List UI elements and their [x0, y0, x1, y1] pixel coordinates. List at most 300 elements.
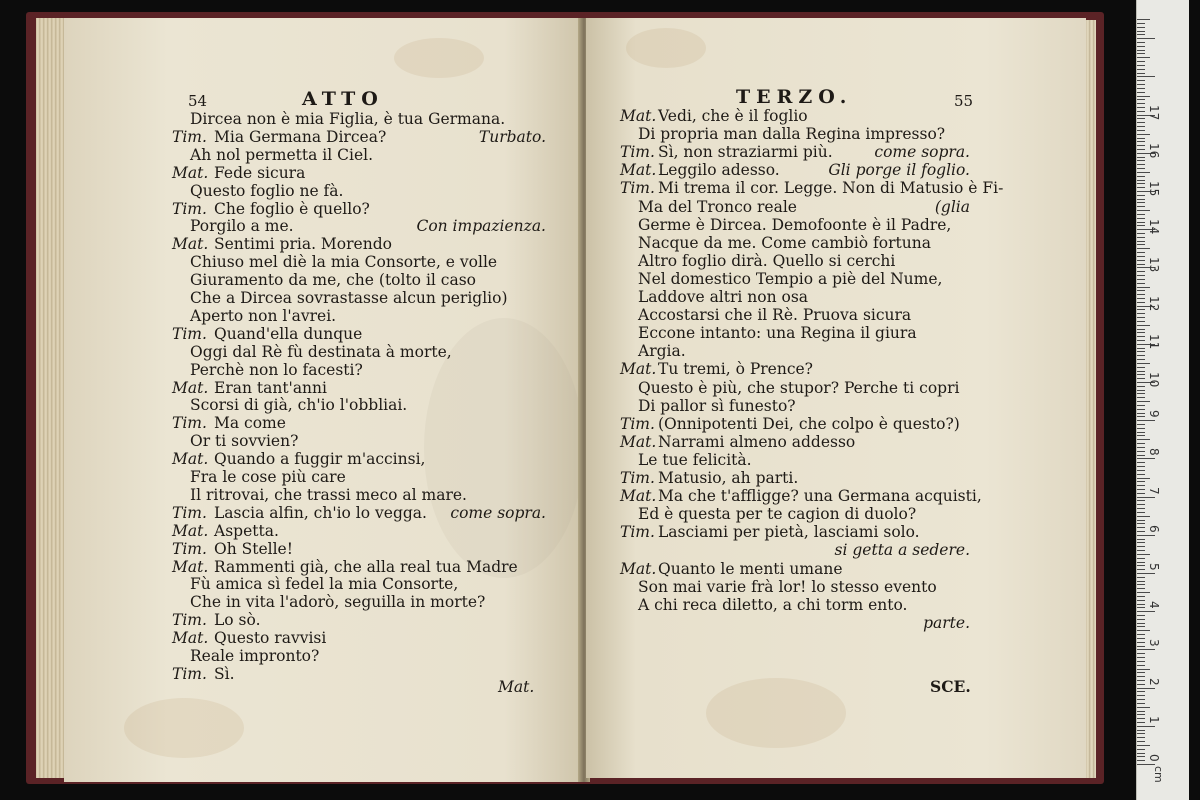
ruler-tick — [1137, 118, 1145, 119]
ruler-tick — [1137, 134, 1150, 135]
ruler-tick — [1137, 145, 1145, 146]
ruler-tick — [1137, 638, 1145, 639]
ruler-tick — [1137, 497, 1155, 498]
right-text-line: Lasciami per pietà, lasciami solo. — [658, 523, 920, 542]
ruler-tick — [1137, 340, 1145, 341]
ruler-tick — [1137, 76, 1155, 77]
ruler-tick — [1137, 646, 1145, 647]
ruler-tick — [1137, 600, 1145, 601]
right-text-line: Nacque da me. Come cambiò fortuna — [638, 233, 931, 252]
right-catchword: SCE. — [930, 677, 971, 696]
ruler-tick — [1137, 183, 1145, 184]
ruler-number: 9 — [1147, 410, 1161, 418]
ruler-tick — [1137, 623, 1145, 624]
left-running-head: ATTO — [302, 88, 384, 110]
right-text-line: Matusio, ah parti. — [658, 469, 799, 487]
speaker-label: Tim. — [172, 127, 207, 146]
ruler-tick — [1137, 206, 1145, 207]
ruler-tick — [1137, 141, 1145, 142]
ruler-tick — [1137, 287, 1150, 288]
left-text-line: Dircea non è mia Figlia, è tua Germana. — [190, 110, 506, 128]
ruler-tick — [1137, 244, 1145, 245]
ruler-tick — [1137, 714, 1145, 715]
ruler-number: 10 — [1147, 372, 1161, 388]
ruler-tick — [1137, 665, 1145, 666]
left-text-line: Porgilo a me. — [190, 217, 294, 236]
ruler-tick — [1137, 428, 1145, 429]
ruler-tick — [1137, 569, 1145, 570]
ruler-tick — [1137, 447, 1145, 448]
ruler-tick — [1137, 649, 1155, 650]
speaker-label: Mat. — [620, 559, 657, 578]
ruler-tick — [1137, 661, 1145, 662]
ruler-tick — [1137, 294, 1145, 295]
ruler-tick — [1137, 19, 1150, 20]
ruler-tick — [1137, 409, 1145, 410]
ruler-tick — [1137, 317, 1145, 318]
ruler-number: 13 — [1147, 257, 1161, 273]
ruler-tick — [1137, 730, 1145, 731]
speaker-label: Mat. — [620, 161, 657, 180]
ruler-tick — [1137, 290, 1145, 291]
left-text-line: Rammenti già, che alla real tua Madre — [214, 557, 518, 576]
ruler-tick — [1137, 481, 1145, 482]
stage-direction: parte. — [923, 613, 970, 632]
ruler-tick — [1137, 256, 1145, 257]
ruler-tick — [1137, 669, 1150, 670]
ruler-tick — [1137, 390, 1145, 391]
ruler-tick — [1137, 371, 1145, 372]
right-text-line: Eccone intanto: una Regina il giura — [638, 324, 917, 343]
left-text-line: Quando a fuggir m'accinsi, — [214, 450, 426, 469]
ruler-tick — [1137, 96, 1150, 97]
ruler-tick — [1137, 248, 1150, 249]
stage-direction: Con impazienza. — [416, 217, 546, 236]
ruler-tick — [1137, 653, 1145, 654]
right-text-line: Argia. — [638, 342, 686, 361]
ruler-tick — [1137, 711, 1145, 712]
left-catchword: Mat. — [498, 678, 535, 696]
ruler-tick — [1137, 57, 1150, 58]
ruler-tick — [1137, 351, 1145, 352]
ruler-number: 6 — [1147, 524, 1161, 533]
ruler-tick — [1137, 581, 1145, 582]
ruler-tick — [1137, 542, 1145, 543]
ruler-tick — [1137, 516, 1150, 517]
left-page — [64, 18, 582, 782]
ruler-tick — [1137, 523, 1145, 524]
ruler-tick — [1137, 500, 1145, 501]
right-text-line: Di pallor sì funesto? — [638, 396, 796, 415]
ruler-tick — [1137, 187, 1145, 188]
ruler-tick — [1137, 401, 1150, 402]
stage-direction: come sopra. — [874, 143, 970, 162]
ruler-tick — [1137, 619, 1145, 620]
ruler-tick — [1137, 103, 1145, 104]
ruler-tick — [1137, 611, 1155, 612]
ruler-number: 3 — [1147, 639, 1161, 648]
ruler-number: 0 — [1147, 754, 1161, 762]
left-text-line: Chiuso mel diè la mia Consorte, e volle — [190, 253, 498, 272]
ruler-tick — [1137, 478, 1150, 479]
right-text-line: Accostarsi che il Rè. Pruova sicura — [638, 306, 912, 325]
right-text-line: Mi trema il cor. Legge. Non di Matusio è Fi- — [658, 179, 1004, 198]
right-text-line: Sì, non straziarmi più. — [658, 143, 833, 162]
ruler-tick — [1137, 726, 1155, 727]
left-text-line: Ah nol permetta il Ciel. — [190, 145, 374, 164]
ruler-tick — [1137, 413, 1145, 414]
ruler-tick — [1137, 222, 1145, 223]
ruler-tick — [1137, 749, 1145, 750]
ruler-tick — [1137, 42, 1145, 43]
ruler-tick — [1137, 241, 1145, 242]
ruler-number: 16 — [1147, 142, 1161, 159]
ruler-tick — [1137, 435, 1145, 436]
speaker-label: Tim. — [620, 523, 655, 542]
right-text-line: Narrami almeno addesso — [658, 432, 856, 451]
ruler-tick — [1137, 508, 1145, 509]
ruler-tick — [1137, 558, 1145, 559]
stage-direction: Turbato. — [478, 127, 546, 146]
right-text-line: Quanto le menti umane — [658, 559, 843, 578]
left-text-line: Questo foglio ne fà. — [190, 181, 344, 200]
ruler-tick — [1137, 684, 1145, 685]
ruler-tick — [1137, 470, 1145, 471]
ruler-tick — [1137, 420, 1155, 421]
ruler-tick — [1137, 550, 1145, 551]
ruler-tick — [1137, 539, 1145, 540]
ruler-tick — [1137, 753, 1145, 754]
ruler-tick — [1137, 160, 1145, 161]
stage-direction: come sopra. — [450, 503, 546, 522]
ruler-tick — [1137, 149, 1145, 150]
ruler-tick — [1137, 359, 1145, 360]
left-text-line: Sì. — [214, 664, 235, 683]
ruler-tick — [1137, 38, 1155, 39]
ruler-tick — [1137, 474, 1145, 475]
ruler-tick — [1137, 546, 1145, 547]
ruler-tick — [1137, 138, 1145, 139]
ruler-tick — [1137, 699, 1145, 700]
ruler-tick — [1137, 31, 1145, 32]
ruler-tick — [1137, 455, 1145, 456]
ruler-tick — [1137, 527, 1145, 528]
measuring-ruler — [1136, 0, 1189, 800]
ruler-number: 17 — [1147, 104, 1161, 120]
ruler-number: 2 — [1147, 677, 1161, 686]
ruler-tick — [1137, 756, 1145, 757]
ruler-number: 7 — [1147, 486, 1161, 495]
ruler-tick — [1137, 443, 1145, 444]
ruler-tick — [1137, 722, 1145, 723]
left-text-line: Lascia alfin, ch'io lo vegga. — [214, 503, 427, 522]
ruler-tick — [1137, 176, 1145, 177]
ruler-tick — [1137, 92, 1145, 93]
ruler-tick — [1137, 260, 1145, 261]
left-text-line: Il ritrovai, che trassi meco al mare. — [190, 485, 467, 504]
right-text-line: A chi reca diletto, a chi torm ento. — [638, 595, 908, 614]
speaker-label: Tim. — [172, 199, 207, 218]
ruler-tick — [1137, 309, 1145, 310]
speaker-label: Mat. — [172, 235, 209, 254]
ruler-tick — [1137, 451, 1145, 452]
ruler-tick — [1137, 573, 1155, 574]
left-text-line: Giuramento da me, che (tolto il caso — [190, 271, 476, 290]
ruler-tick — [1137, 485, 1145, 486]
ruler-tick — [1137, 691, 1145, 692]
ruler-tick — [1137, 199, 1145, 200]
ruler-tick — [1137, 672, 1145, 673]
ruler-tick — [1137, 703, 1145, 704]
right-text-line: Tu tremi, ò Prence? — [658, 360, 813, 379]
ruler-tick — [1137, 737, 1145, 738]
ruler-number: 15 — [1147, 181, 1161, 197]
ruler-tick — [1137, 707, 1150, 708]
speaker-label: Mat. — [620, 432, 657, 451]
ruler-tick — [1137, 688, 1155, 689]
left-text-line: Sentimi pria. Morendo — [214, 235, 392, 254]
ruler-tick — [1137, 69, 1145, 70]
right-text-line: (Onnipotenti Dei, che colpo è questo?) — [658, 414, 960, 433]
stage-direction: (glia — [934, 197, 970, 216]
left-text-line: Or ti sovvien? — [190, 432, 299, 451]
ruler-number: 5 — [1147, 563, 1161, 571]
speaker-label: Tim. — [620, 179, 655, 198]
ruler-tick — [1137, 607, 1145, 608]
right-text-line: Nel domestico Tempio a piè del Nume, — [638, 269, 943, 288]
ruler-tick — [1137, 458, 1155, 459]
left-text-line: Reale impronto? — [190, 647, 320, 665]
ruler-tick — [1137, 321, 1145, 322]
ruler-tick — [1137, 565, 1145, 566]
ruler-tick — [1137, 210, 1150, 211]
speaker-label: Tim. — [620, 414, 655, 433]
ruler-tick — [1137, 741, 1145, 742]
ruler-tick — [1137, 168, 1145, 169]
ruler-tick — [1137, 432, 1145, 433]
ruler-tick — [1137, 355, 1145, 356]
stage-direction: Gli porge il foglio. — [828, 161, 970, 180]
speaker-label: Mat. — [620, 107, 657, 125]
ruler-tick — [1137, 657, 1145, 658]
left-text-line: Lo sò. — [214, 611, 261, 630]
ruler-tick — [1137, 23, 1145, 24]
ruler-tick — [1137, 325, 1150, 326]
ruler-tick — [1137, 157, 1145, 158]
ruler-tick — [1137, 252, 1145, 253]
speaker-label: Mat. — [620, 360, 657, 379]
left-text-line: Oh Stelle! — [214, 539, 293, 558]
right-text-line: Vedi, che è il foglio — [658, 107, 808, 125]
ruler-tick — [1137, 130, 1145, 131]
ruler-tick — [1137, 374, 1145, 375]
left-text-line: Perchè non lo facesti? — [190, 360, 363, 379]
ruler-tick — [1137, 202, 1145, 203]
ruler-tick — [1137, 237, 1145, 238]
speaker-label: Mat. — [172, 557, 209, 576]
left-text-line: Che in vita l'adorò, seguilla in morte? — [190, 593, 486, 612]
ruler-tick — [1137, 615, 1145, 616]
speaker-label: Mat. — [172, 629, 209, 648]
ruler-unit-label: cm — [1152, 766, 1165, 783]
stage-direction: si getta a sedere. — [834, 541, 970, 560]
ruler-tick — [1137, 88, 1145, 89]
right-text-line: Leggilo adesso. — [658, 161, 780, 180]
ruler-tick — [1137, 363, 1150, 364]
ruler-tick — [1137, 642, 1145, 643]
left-text-line: Scorsi di già, ch'io l'obbliai. — [190, 396, 408, 415]
ruler-tick — [1137, 424, 1145, 425]
ruler-tick — [1137, 386, 1145, 387]
ruler-tick — [1137, 53, 1145, 54]
ruler-tick — [1137, 233, 1145, 234]
ruler-tick — [1137, 99, 1145, 100]
right-text-line: Ma del Tronco reale — [638, 197, 797, 216]
ruler-tick — [1137, 329, 1145, 330]
left-text-line: Ma come — [214, 414, 286, 433]
ruler-tick — [1137, 214, 1145, 215]
ruler-tick — [1137, 634, 1145, 635]
speaker-label: Mat. — [172, 163, 209, 182]
ruler-tick — [1137, 283, 1145, 284]
speaker-label: Mat. — [620, 487, 657, 506]
ruler-tick — [1137, 65, 1145, 66]
ruler-tick — [1137, 512, 1145, 513]
ruler-tick — [1137, 195, 1145, 196]
ruler-number: 4 — [1147, 601, 1161, 609]
ruler-number: 8 — [1147, 448, 1161, 457]
ruler-tick — [1137, 73, 1145, 74]
ruler-tick — [1137, 180, 1145, 181]
right-text-line: Questo è più, che stupor? Perche ti copri — [638, 378, 960, 397]
ruler-tick — [1137, 348, 1145, 349]
ruler-tick — [1137, 531, 1145, 532]
left-text-line: Fra le cose più care — [190, 468, 346, 486]
ruler-number: 1 — [1147, 715, 1161, 724]
left-text-line: Che a Dircea sovrastasse alcun periglio) — [190, 289, 508, 307]
right-page-number: 55 — [954, 92, 974, 110]
speaker-label: Tim. — [620, 143, 655, 162]
ruler-tick — [1137, 577, 1145, 578]
right-text-line: Di propria man dalla Regina impresso? — [638, 125, 946, 144]
right-page — [586, 18, 1086, 778]
speaker-label: Tim. — [172, 611, 207, 630]
ruler-tick — [1137, 80, 1145, 81]
ruler-tick — [1137, 279, 1145, 280]
ruler-tick — [1137, 439, 1150, 440]
ruler-tick — [1137, 405, 1145, 406]
ruler-tick — [1137, 84, 1145, 85]
ruler-tick — [1137, 61, 1145, 62]
left-text-line: Che foglio è quello? — [214, 199, 370, 218]
ruler-tick — [1137, 493, 1145, 494]
ruler-tick — [1137, 164, 1145, 165]
ruler-tick — [1137, 218, 1145, 219]
ruler-tick — [1137, 489, 1145, 490]
ruler-tick — [1137, 271, 1145, 272]
speaker-label: Tim. — [172, 414, 207, 433]
left-text-line: Aspetta. — [214, 521, 279, 540]
left-text-line: Aperto non l'avrei. — [190, 306, 337, 325]
right-running-head: TERZO. — [736, 86, 853, 108]
ruler-tick — [1137, 504, 1145, 505]
ruler-tick — [1137, 695, 1145, 696]
ruler-tick — [1137, 336, 1145, 337]
speaker-label: Tim. — [172, 539, 207, 558]
ruler-tick — [1137, 298, 1145, 299]
left-text-line: Oggi dal Rè fù destinata à morte, — [190, 342, 452, 361]
ruler-tick — [1137, 172, 1150, 173]
ruler-tick — [1137, 604, 1145, 605]
ruler-tick — [1137, 596, 1145, 597]
ruler-tick — [1137, 397, 1145, 398]
ruler-tick — [1137, 466, 1145, 467]
ruler-number: 14 — [1147, 219, 1161, 235]
speaker-label: Tim. — [172, 664, 207, 683]
ruler-tick — [1137, 46, 1145, 47]
left-page-number: 54 — [188, 92, 208, 110]
ruler-tick — [1137, 367, 1145, 368]
ruler-tick — [1137, 733, 1145, 734]
ruler-number: 11 — [1147, 333, 1161, 350]
ruler-tick — [1137, 34, 1145, 35]
ruler-tick — [1137, 275, 1145, 276]
left-text-line: Fede sicura — [214, 163, 306, 182]
ruler-tick — [1137, 745, 1150, 746]
right-text-line: Altro foglio dirà. Quello si cerchi — [638, 251, 896, 270]
ruler-tick — [1137, 50, 1145, 51]
ruler-tick — [1137, 111, 1145, 112]
ruler-tick — [1137, 764, 1155, 765]
ruler-tick — [1137, 592, 1150, 593]
ruler-tick — [1137, 264, 1145, 265]
speaker-label: Tim. — [620, 469, 655, 487]
ruler-tick — [1137, 718, 1145, 719]
ruler-tick — [1137, 554, 1150, 555]
ruler-tick — [1137, 535, 1155, 536]
right-text-line: Son mai varie frà lor! lo stesso evento — [638, 577, 937, 596]
ruler-tick — [1137, 126, 1145, 127]
ruler-tick — [1137, 27, 1145, 28]
ruler-tick — [1137, 630, 1150, 631]
ruler-tick — [1137, 520, 1145, 521]
ruler-tick — [1137, 680, 1145, 681]
left-text-line: Eran tant'anni — [214, 378, 327, 397]
right-text-line: Ma che t'affligge? una Germana acquisti, — [658, 487, 982, 506]
ruler-tick — [1137, 313, 1145, 314]
speaker-label: Tim. — [172, 324, 207, 343]
speaker-label: Mat. — [172, 521, 209, 540]
ruler-tick — [1137, 626, 1145, 627]
speaker-label: Mat. — [172, 450, 209, 469]
ruler-tick — [1137, 122, 1145, 123]
speaker-label: Mat. — [172, 378, 209, 397]
right-text-line: Laddove altri non osa — [638, 288, 809, 306]
left-text-line: Questo ravvisi — [214, 629, 327, 648]
right-text-line: Le tue felicità. — [638, 450, 752, 469]
ruler-tick — [1137, 225, 1145, 226]
ruler-tick — [1137, 760, 1145, 761]
ruler-tick — [1137, 588, 1145, 589]
ruler-tick — [1137, 107, 1145, 108]
left-text-line: Mia Germana Dircea? — [214, 127, 387, 146]
ruler-tick — [1137, 302, 1145, 303]
ruler-tick — [1137, 584, 1145, 585]
ruler-tick — [1137, 562, 1145, 563]
ruler-tick — [1137, 462, 1145, 463]
ruler-tick — [1137, 676, 1145, 677]
ruler-tick — [1137, 378, 1145, 379]
